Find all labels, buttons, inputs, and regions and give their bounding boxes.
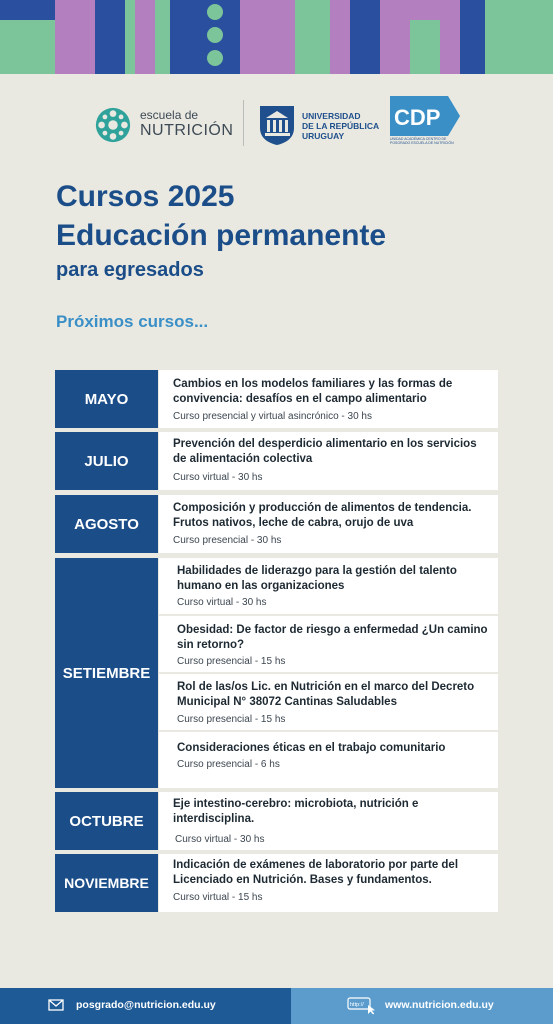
course-meta: Curso virtual - 15 hs bbox=[173, 892, 263, 903]
course-title: Eje intestino-cerebro: microbiota, nutrición e interdisciplina. bbox=[173, 798, 419, 825]
udelar-logo bbox=[258, 104, 388, 148]
cdp-label: CDP bbox=[394, 105, 441, 130]
course-card[interactable] bbox=[159, 370, 498, 428]
month-row-julio bbox=[55, 432, 498, 490]
url-badge-text: http:// bbox=[350, 1002, 364, 1008]
footer bbox=[0, 988, 553, 1024]
month-label: AGOSTO bbox=[55, 495, 158, 553]
escuela-symbol-icon bbox=[94, 106, 132, 144]
email-link[interactable]: posgrado@nutricion.edu.uy bbox=[76, 999, 216, 1011]
course-meta: Curso virtual - 30 hs bbox=[175, 834, 265, 845]
month-label: SETIEMBRE bbox=[55, 558, 158, 788]
month-row-noviembre bbox=[55, 854, 498, 912]
page-title-line2: Educación permanente bbox=[56, 219, 387, 252]
course-card[interactable] bbox=[159, 616, 498, 672]
course-meta: Curso presencial y virtual asincrónico - 30 hs bbox=[173, 411, 372, 422]
banner-pattern bbox=[0, 0, 553, 74]
course-title: Habilidades de liderazgo para la gestión del talento humano en las organizaciones bbox=[177, 565, 457, 592]
course-title: Cambios en los modelos familiares y las formas de convivencia: desafíos en el campo alimentario bbox=[173, 378, 453, 405]
escuela-line1: escuela de bbox=[140, 108, 199, 122]
course-list bbox=[159, 495, 498, 553]
decorative-banner bbox=[0, 0, 553, 74]
course-card[interactable] bbox=[159, 792, 498, 850]
course-meta: Curso presencial - 15 hs bbox=[177, 714, 286, 725]
envelope-icon bbox=[48, 998, 64, 1012]
website-link[interactable]: www.nutricion.edu.uy bbox=[385, 999, 494, 1011]
course-list bbox=[159, 558, 498, 788]
course-meta: Curso virtual - 30 hs bbox=[173, 472, 263, 483]
footer-web-section bbox=[291, 988, 553, 1024]
cdp-logo bbox=[390, 96, 462, 148]
course-list bbox=[159, 854, 498, 912]
course-meta: Curso virtual - 30 hs bbox=[177, 597, 267, 608]
month-row-setiembre bbox=[55, 558, 498, 788]
course-title: Prevención del desperdicio alimentario en los servicios de alimentación colectiva bbox=[173, 438, 477, 465]
course-meta: Curso presencial - 15 hs bbox=[177, 656, 286, 667]
month-row-octubre bbox=[55, 792, 498, 850]
logo-divider bbox=[243, 100, 244, 146]
page-subtitle: para egresados bbox=[56, 259, 204, 281]
course-meta: Curso presencial - 30 hs bbox=[173, 535, 282, 546]
cdp-badge-icon bbox=[390, 96, 460, 136]
udelar-text bbox=[302, 111, 392, 141]
course-card[interactable] bbox=[159, 732, 498, 788]
course-card[interactable] bbox=[159, 495, 498, 553]
month-label: MAYO bbox=[55, 370, 158, 428]
udelar-line3: URUGUAY bbox=[302, 131, 345, 141]
course-meta: Curso presencial - 6 hs bbox=[177, 759, 280, 770]
course-title: Consideraciones éticas en el trabajo comunitario bbox=[177, 742, 446, 754]
escuela-logo bbox=[94, 104, 234, 144]
course-title: Composición y producción de alimentos de tendencia. Frutos nativos, leche de cabra, orujo de uva bbox=[173, 502, 472, 529]
course-title: Indicación de exámenes de laboratorio por parte del Licenciado en Nutrición. Bases y fundamentos. bbox=[173, 859, 459, 886]
month-label: OCTUBRE bbox=[55, 792, 158, 850]
course-card[interactable] bbox=[159, 432, 498, 490]
course-title: Rol de las/os Lic. en Nutrición en el marco del Decreto Municipal N° 38072 Cantinas Saludables bbox=[177, 681, 475, 708]
browser-cursor-icon bbox=[347, 997, 377, 1015]
month-label: JULIO bbox=[55, 432, 158, 490]
udelar-line1: UNIVERSIDAD bbox=[302, 111, 361, 121]
course-list bbox=[159, 370, 498, 428]
udelar-line2: DE LA REPÚBLICA bbox=[302, 121, 380, 131]
cdp-small-text: UNIDAD ACADÉMICA CENTRO DE POSGRADO ESCUELA DE NUTRICIÓN bbox=[390, 137, 454, 145]
course-card[interactable] bbox=[159, 854, 498, 912]
month-row-mayo bbox=[55, 370, 498, 428]
month-row-agosto bbox=[55, 495, 498, 553]
page-title: Cursos 2025 bbox=[56, 180, 235, 213]
escuela-line2: NUTRICIÓN bbox=[140, 122, 234, 139]
footer-email-section bbox=[0, 988, 291, 1024]
logos-row bbox=[0, 96, 553, 156]
upcoming-heading: Próximos cursos... bbox=[56, 312, 209, 331]
month-label: NOVIEMBRE bbox=[55, 854, 158, 912]
course-list bbox=[159, 792, 498, 850]
course-list bbox=[159, 432, 498, 490]
course-card[interactable] bbox=[159, 674, 498, 730]
course-card[interactable] bbox=[159, 558, 498, 614]
course-title: Obesidad: De factor de riesgo a enfermedad ¿Un camino sin retorno? bbox=[177, 624, 488, 651]
udelar-shield-icon bbox=[258, 104, 296, 146]
